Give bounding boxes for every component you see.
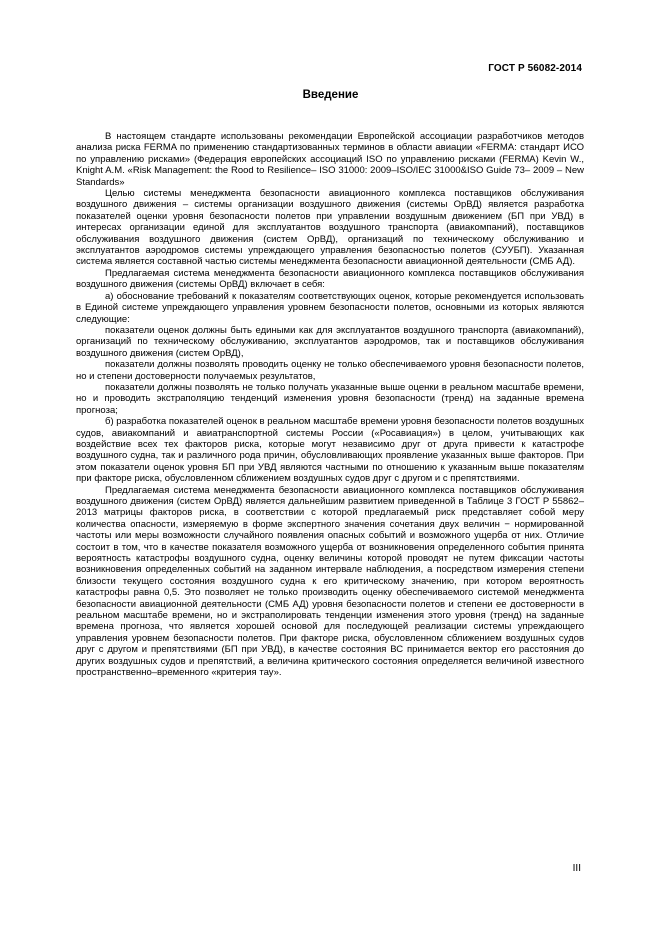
page-number: III	[572, 863, 581, 874]
body-text	[76, 131, 584, 679]
paragraph-system-includes: Предлагаемая система менеджмента безопасности авиационного комплекса поставщиков обслуживания воздушного движения (системы ОрВД) включает в себя:	[76, 267, 584, 291]
paragraph-requirement-2: показатели должны позволять проводить оценку не только обеспечиваемого уровня безопасности полетов, но и степени достоверности получаемых результатов,	[76, 359, 584, 382]
paragraph-item-a: а) обоснование требований к показателям соответствующих оценок, которые рекомендуется использовать в Единой системе упреждающего управления уровнем безопасности полетов, основными из которых являются следующие:	[76, 290, 584, 325]
paragraph-intro: В настоящем стандарте использованы рекомендации Европейской ассоциации разработчиков методов анализа риска FERMA по применению стандартизованных терминов в области авиации «FERMA: стандарт ИСО по управлению рисками» (Федерация европейских ассоциаций ISO по управлению рисками (FERMA) Kevin W., Knight A.M. «Risk Management: the Rood to Resilience– ISO 31000: 2009–ISO/IEC 31000&ISO Guide 73– 2009 – New Standards»	[76, 131, 584, 188]
paragraph-requirement-1: показатели оценок должны быть едиными как для эксплуатантов воздушного транспорта (авиакомпаний), организаций по техническому обслуживанию, эксплуатантов аэродромов, так и поставщиков обслуживания воздушного движения (систем ОрВД),	[76, 324, 584, 359]
paragraph-goal: Целью системы менеджмента безопасности авиационного комплекса поставщиков обслуживания воздушного движения – системы организации воздушного движения (системы ОрВД) является разработка показателей оценки уровня безопасности полетов при управлении воздушным движением (БП при УВД) в интересах организации единой для эксплуатантов воздушного транспорта (авиакомпаний), поставщиков обслуживания воздушного движения (систем ОрВД), организаций по техническому обслуживанию и эксплуатантов аэродромов системы упреждающего управления безопасностью полетов (СУУБП). Указанная система является составной частью системы менеджмента безопасности авиационной деятельности (СМБ АД).	[76, 188, 584, 268]
paragraph-requirement-3: показатели должны позволять не только получать указанные выше оценки в реальном масштабе времени, но и проводить экстраполяцию тенденций изменения уровня безопасности (тренд) на заданные времена прогноза;	[76, 381, 584, 416]
standard-code: ГОСТ Р 56082-2014	[488, 63, 582, 74]
section-title: Введение	[302, 89, 359, 101]
paragraph-development: Предлагаемая система менеджмента безопасности авиационного комплекса поставщиков обслуживания воздушного движения (систем ОрВД) является дальнейшим развитием приведенной в Таблице 3 ГОСТ Р 55862–2013 матрицы факторов риска, в соответствии с которой предлагаемый риск представляет собой меру количества опасности, измеряемую в форме экспертного значения сочетания двух величин − нормированной частоты или меры возможности случайного появления опасных событий и возможного ущерба от них. Отличие состоит в том, что в качестве показателя возможного ущерба от возникновения определенного события принята вероятность катастрофы воздушного судна, оценку величины которой проводят не путем фиксации частоты возникновения определенных событий на заданном интервале наблюдения, а посредством измерения степени близости текущего состояния воздушного судна к его критическому значению, при котором вероятность катастрофы равна 0,5. Это позволяет не только производить оценку обеспечиваемого системой менеджмента безопасности авиационной деятельности (СМБ АД) уровня безопасности полетов и степени ее достоверности в реальном масштабе времени, но и экстраполировать тенденции изменения этого уровня (тренд) на заданные времена прогноза, что является хорошей основой для последующей реализации системы упреждающего управления уровнем безопасности полетов. При факторе риска, обусловленном сближением воздушных судов друг с другом и препятствиями (БП при УВД), в качестве состояния ВС принимается вектор его расстояния до других воздушных судов и препятствий, а величина критического состояния определяется величиной известного пространственно–временного «критерия тау».	[76, 484, 584, 679]
paragraph-item-b: б) разработка показателей оценок в реальном масштабе времени уровня безопасности полетов воздушных судов, авиакомпаний и авиатранспортной системы России («Росавиация») в целом, учитывающих как воздействие всех тех факторов риска, которые могут независимо друг от друга привести к катастрофе воздушного судна, так и различного рода причин, обусловливающих проявление указанных выше факторов. При этом показатели оценок уровня БП при УВД являются частными по отношению к указанным выше показателям при факторе риска, обусловленном сближением воздушных судов друг с другом и с препятствиями.	[76, 416, 584, 485]
